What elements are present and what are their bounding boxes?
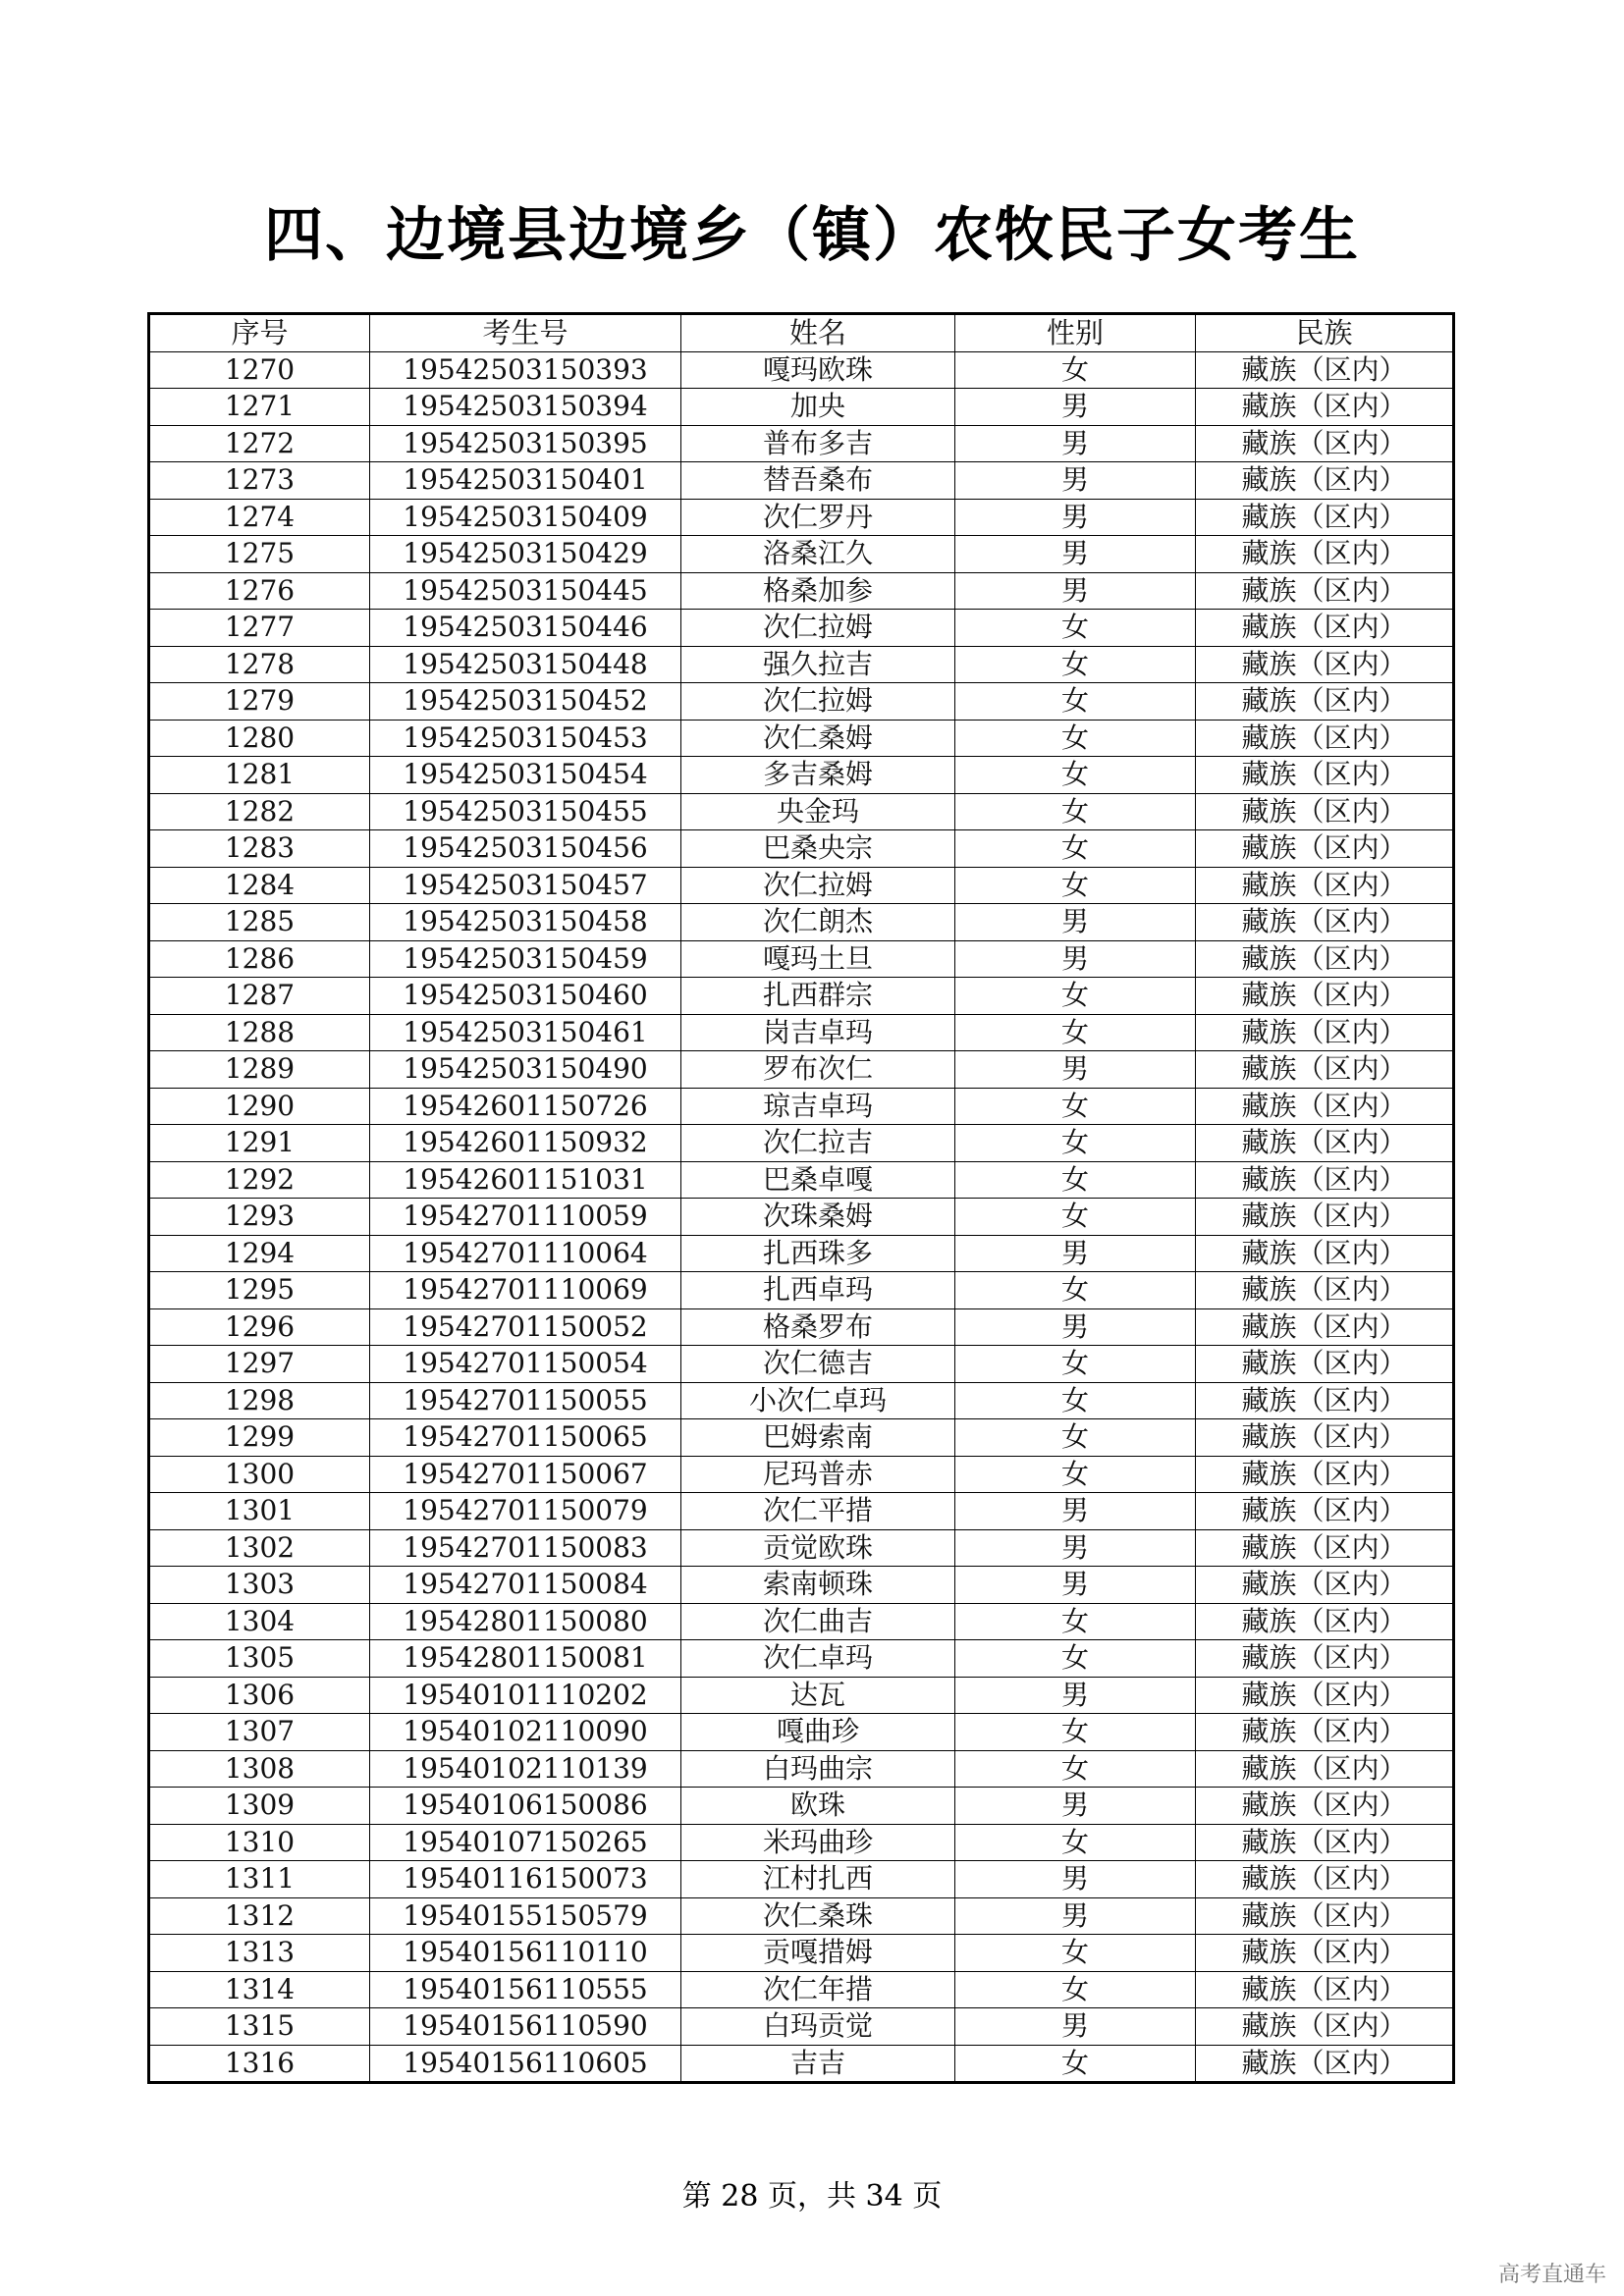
ethnicity-cell: 藏族（区内） xyxy=(1196,1493,1454,1530)
name-cell: 巴桑卓嘎 xyxy=(681,1161,955,1199)
serial-cell: 1278 xyxy=(149,646,370,683)
exam-id-cell: 19542503150448 xyxy=(370,646,681,683)
gender-cell: 男 xyxy=(955,462,1196,500)
gender-cell: 女 xyxy=(955,351,1196,389)
table-row xyxy=(149,2008,1454,2046)
serial-cell: 1307 xyxy=(149,1714,370,1751)
gender-cell: 女 xyxy=(955,1014,1196,1051)
gender-cell: 女 xyxy=(955,1824,1196,1861)
serial-cell: 1295 xyxy=(149,1272,370,1309)
gender-cell: 男 xyxy=(955,499,1196,536)
ethnicity-cell: 藏族（区内） xyxy=(1196,757,1454,794)
serial-cell: 1309 xyxy=(149,1788,370,1825)
gender-cell: 女 xyxy=(955,1419,1196,1457)
ethnicity-cell: 藏族（区内） xyxy=(1196,1971,1454,2008)
gender-cell: 女 xyxy=(955,830,1196,868)
exam-id-cell: 19542503150393 xyxy=(370,351,681,389)
exam-id-cell: 19542503150457 xyxy=(370,867,681,904)
ethnicity-cell: 藏族（区内） xyxy=(1196,1272,1454,1309)
serial-cell: 1292 xyxy=(149,1161,370,1199)
name-cell: 次仁拉姆 xyxy=(681,867,955,904)
ethnicity-cell: 藏族（区内） xyxy=(1196,1382,1454,1419)
ethnicity-cell: 藏族（区内） xyxy=(1196,1419,1454,1457)
gender-cell: 男 xyxy=(955,1493,1196,1530)
exam-id-cell: 19542503150456 xyxy=(370,830,681,868)
name-cell: 普布多吉 xyxy=(681,425,955,462)
table-row xyxy=(149,389,1454,426)
name-cell: 贡嘎措姆 xyxy=(681,1935,955,1972)
name-cell: 次仁平措 xyxy=(681,1493,955,1530)
exam-id-cell: 19540106150086 xyxy=(370,1788,681,1825)
table-row xyxy=(149,1567,1454,1604)
table-row xyxy=(149,940,1454,978)
table-row xyxy=(149,1824,1454,1861)
name-cell: 加央 xyxy=(681,389,955,426)
exam-id-cell: 19542503150445 xyxy=(370,572,681,610)
ethnicity-cell: 藏族（区内） xyxy=(1196,1861,1454,1898)
exam-id-cell: 19542503150490 xyxy=(370,1051,681,1089)
exam-id-cell: 19542701110064 xyxy=(370,1235,681,1272)
gender-cell: 男 xyxy=(955,1529,1196,1567)
exam-id-cell: 19542503150446 xyxy=(370,610,681,647)
header-exam-id: 考生号 xyxy=(370,314,681,352)
table-row xyxy=(149,830,1454,868)
gender-cell: 女 xyxy=(955,1125,1196,1162)
ethnicity-cell: 藏族（区内） xyxy=(1196,389,1454,426)
gender-cell: 男 xyxy=(955,536,1196,573)
table-row xyxy=(149,1346,1454,1383)
table-row xyxy=(149,1272,1454,1309)
exam-id-cell: 19542701110069 xyxy=(370,1272,681,1309)
serial-cell: 1303 xyxy=(149,1567,370,1604)
table-row xyxy=(149,1677,1454,1714)
name-cell: 嘎曲珍 xyxy=(681,1714,955,1751)
serial-cell: 1273 xyxy=(149,462,370,500)
exam-id-cell: 19542503150453 xyxy=(370,720,681,757)
name-cell: 岗吉卓玛 xyxy=(681,1014,955,1051)
name-cell: 次仁桑姆 xyxy=(681,720,955,757)
ethnicity-cell: 藏族（区内） xyxy=(1196,1750,1454,1788)
name-cell: 扎西珠多 xyxy=(681,1235,955,1272)
table-row xyxy=(149,1750,1454,1788)
table-row xyxy=(149,1640,1454,1678)
exam-id-cell: 19542503150395 xyxy=(370,425,681,462)
name-cell: 次仁卓玛 xyxy=(681,1640,955,1678)
serial-cell: 1299 xyxy=(149,1419,370,1457)
ethnicity-cell: 藏族（区内） xyxy=(1196,1788,1454,1825)
serial-cell: 1313 xyxy=(149,1935,370,1972)
name-cell: 扎西卓玛 xyxy=(681,1272,955,1309)
table-row xyxy=(149,1603,1454,1640)
table-row xyxy=(149,536,1454,573)
table-row xyxy=(149,1971,1454,2008)
exam-id-cell: 19540155150579 xyxy=(370,1897,681,1935)
table-row xyxy=(149,462,1454,500)
ethnicity-cell: 藏族（区内） xyxy=(1196,462,1454,500)
serial-cell: 1290 xyxy=(149,1088,370,1125)
name-cell: 米玛曲珍 xyxy=(681,1824,955,1861)
ethnicity-cell: 藏族（区内） xyxy=(1196,720,1454,757)
table-row xyxy=(149,2045,1454,2083)
ethnicity-cell: 藏族（区内） xyxy=(1196,1199,1454,1236)
gender-cell: 男 xyxy=(955,1677,1196,1714)
serial-cell: 1288 xyxy=(149,1014,370,1051)
ethnicity-cell: 藏族（区内） xyxy=(1196,351,1454,389)
table-row xyxy=(149,1714,1454,1751)
exam-id-cell: 19542701150055 xyxy=(370,1382,681,1419)
gender-cell: 女 xyxy=(955,1346,1196,1383)
serial-cell: 1293 xyxy=(149,1199,370,1236)
table-row xyxy=(149,1088,1454,1125)
serial-cell: 1305 xyxy=(149,1640,370,1678)
name-cell: 次仁德吉 xyxy=(681,1346,955,1383)
table-row xyxy=(149,1161,1454,1199)
table-row xyxy=(149,1935,1454,1972)
exam-id-cell: 19540101110202 xyxy=(370,1677,681,1714)
serial-cell: 1271 xyxy=(149,389,370,426)
serial-cell: 1280 xyxy=(149,720,370,757)
gender-cell: 男 xyxy=(955,1235,1196,1272)
ethnicity-cell: 藏族（区内） xyxy=(1196,1125,1454,1162)
exam-id-cell: 19542503150460 xyxy=(370,978,681,1015)
serial-cell: 1276 xyxy=(149,572,370,610)
serial-cell: 1284 xyxy=(149,867,370,904)
name-cell: 替吾桑布 xyxy=(681,462,955,500)
ethnicity-cell: 藏族（区内） xyxy=(1196,1714,1454,1751)
table-row xyxy=(149,572,1454,610)
ethnicity-cell: 藏族（区内） xyxy=(1196,1161,1454,1199)
table-row xyxy=(149,904,1454,941)
serial-cell: 1283 xyxy=(149,830,370,868)
exam-id-cell: 19542601151031 xyxy=(370,1161,681,1199)
serial-cell: 1282 xyxy=(149,793,370,830)
ethnicity-cell: 藏族（区内） xyxy=(1196,683,1454,721)
gender-cell: 男 xyxy=(955,389,1196,426)
name-cell: 次仁桑珠 xyxy=(681,1897,955,1935)
name-cell: 次仁拉吉 xyxy=(681,1125,955,1162)
ethnicity-cell: 藏族（区内） xyxy=(1196,1088,1454,1125)
gender-cell: 女 xyxy=(955,1714,1196,1751)
page-title: 四、边境县边境乡（镇）农牧民子女考生 xyxy=(264,201,1360,270)
gender-cell: 男 xyxy=(955,425,1196,462)
exam-id-cell: 19542503150394 xyxy=(370,389,681,426)
exam-id-cell: 19542503150461 xyxy=(370,1014,681,1051)
name-cell: 巴桑央宗 xyxy=(681,830,955,868)
name-cell: 次仁罗丹 xyxy=(681,499,955,536)
exam-id-cell: 19542503150455 xyxy=(370,793,681,830)
serial-cell: 1296 xyxy=(149,1308,370,1346)
name-cell: 尼玛普赤 xyxy=(681,1456,955,1493)
ethnicity-cell: 藏族（区内） xyxy=(1196,1346,1454,1383)
table-row xyxy=(149,1529,1454,1567)
table-row xyxy=(149,1419,1454,1457)
serial-cell: 1274 xyxy=(149,499,370,536)
name-cell: 贡觉欧珠 xyxy=(681,1529,955,1567)
ethnicity-cell: 藏族（区内） xyxy=(1196,646,1454,683)
serial-cell: 1300 xyxy=(149,1456,370,1493)
exam-id-cell: 19540156110605 xyxy=(370,2045,681,2083)
exam-id-cell: 19540156110555 xyxy=(370,1971,681,2008)
table-row xyxy=(149,1382,1454,1419)
ethnicity-cell: 藏族（区内） xyxy=(1196,610,1454,647)
gender-cell: 女 xyxy=(955,793,1196,830)
serial-cell: 1277 xyxy=(149,610,370,647)
ethnicity-cell: 藏族（区内） xyxy=(1196,793,1454,830)
exam-id-cell: 19542503150459 xyxy=(370,940,681,978)
exam-id-cell: 19542701110059 xyxy=(370,1199,681,1236)
exam-id-cell: 19542801150081 xyxy=(370,1640,681,1678)
ethnicity-cell: 藏族（区内） xyxy=(1196,536,1454,573)
name-cell: 嘎玛欧珠 xyxy=(681,351,955,389)
gender-cell: 女 xyxy=(955,2045,1196,2083)
exam-id-cell: 19542701150084 xyxy=(370,1567,681,1604)
ethnicity-cell: 藏族（区内） xyxy=(1196,1824,1454,1861)
gender-cell: 女 xyxy=(955,1603,1196,1640)
table-body xyxy=(149,351,1454,2083)
name-cell: 小次仁卓玛 xyxy=(681,1382,955,1419)
gender-cell: 男 xyxy=(955,940,1196,978)
table-row xyxy=(149,646,1454,683)
table-row xyxy=(149,499,1454,536)
candidate-table xyxy=(147,312,1455,2084)
serial-cell: 1301 xyxy=(149,1493,370,1530)
name-cell: 罗布次仁 xyxy=(681,1051,955,1089)
table-row xyxy=(149,1788,1454,1825)
table-row xyxy=(149,1051,1454,1089)
serial-cell: 1314 xyxy=(149,1971,370,2008)
serial-cell: 1306 xyxy=(149,1677,370,1714)
ethnicity-cell: 藏族（区内） xyxy=(1196,1235,1454,1272)
name-cell: 次仁拉姆 xyxy=(681,683,955,721)
name-cell: 洛桑江久 xyxy=(681,536,955,573)
exam-id-cell: 19542601150726 xyxy=(370,1088,681,1125)
exam-id-cell: 19540156110110 xyxy=(370,1935,681,1972)
gender-cell: 女 xyxy=(955,1971,1196,2008)
name-cell: 格桑加参 xyxy=(681,572,955,610)
table-row xyxy=(149,978,1454,1015)
table-row xyxy=(149,351,1454,389)
gender-cell: 女 xyxy=(955,1161,1196,1199)
name-cell: 嘎玛土旦 xyxy=(681,940,955,978)
gender-cell: 男 xyxy=(955,1308,1196,1346)
exam-id-cell: 19540107150265 xyxy=(370,1824,681,1861)
exam-id-cell: 19542701150052 xyxy=(370,1308,681,1346)
header-name: 姓名 xyxy=(681,314,955,352)
exam-id-cell: 19542701150065 xyxy=(370,1419,681,1457)
gender-cell: 男 xyxy=(955,1788,1196,1825)
serial-cell: 1287 xyxy=(149,978,370,1015)
serial-cell: 1291 xyxy=(149,1125,370,1162)
gender-cell: 女 xyxy=(955,1750,1196,1788)
exam-id-cell: 19542503150409 xyxy=(370,499,681,536)
ethnicity-cell: 藏族（区内） xyxy=(1196,1935,1454,1972)
gender-cell: 男 xyxy=(955,572,1196,610)
ethnicity-cell: 藏族（区内） xyxy=(1196,830,1454,868)
table-row xyxy=(149,1199,1454,1236)
name-cell: 扎西群宗 xyxy=(681,978,955,1015)
name-cell: 次珠桑姆 xyxy=(681,1199,955,1236)
exam-id-cell: 19540156110590 xyxy=(370,2008,681,2046)
serial-cell: 1279 xyxy=(149,683,370,721)
name-cell: 强久拉吉 xyxy=(681,646,955,683)
gender-cell: 男 xyxy=(955,2008,1196,2046)
serial-cell: 1308 xyxy=(149,1750,370,1788)
serial-cell: 1285 xyxy=(149,904,370,941)
serial-cell: 1270 xyxy=(149,351,370,389)
table-row xyxy=(149,610,1454,647)
header-serial: 序号 xyxy=(149,314,370,352)
table-row xyxy=(149,1456,1454,1493)
serial-cell: 1302 xyxy=(149,1529,370,1567)
ethnicity-cell: 藏族（区内） xyxy=(1196,904,1454,941)
serial-cell: 1298 xyxy=(149,1382,370,1419)
name-cell: 白玛贡觉 xyxy=(681,2008,955,2046)
exam-id-cell: 19542701150054 xyxy=(370,1346,681,1383)
ethnicity-cell: 藏族（区内） xyxy=(1196,2045,1454,2083)
gender-cell: 男 xyxy=(955,1051,1196,1089)
name-cell: 央金玛 xyxy=(681,793,955,830)
serial-cell: 1294 xyxy=(149,1235,370,1272)
header-ethnicity: 民族 xyxy=(1196,314,1454,352)
ethnicity-cell: 藏族（区内） xyxy=(1196,978,1454,1015)
name-cell: 江村扎西 xyxy=(681,1861,955,1898)
serial-cell: 1286 xyxy=(149,940,370,978)
name-cell: 多吉桑姆 xyxy=(681,757,955,794)
exam-id-cell: 19540102110139 xyxy=(370,1750,681,1788)
ethnicity-cell: 藏族（区内） xyxy=(1196,425,1454,462)
table-header-row xyxy=(149,314,1454,352)
watermark: 高考直通车 xyxy=(1497,2263,1606,2287)
gender-cell: 女 xyxy=(955,1272,1196,1309)
table-row xyxy=(149,1861,1454,1898)
serial-cell: 1297 xyxy=(149,1346,370,1383)
exam-id-cell: 19540102110090 xyxy=(370,1714,681,1751)
gender-cell: 女 xyxy=(955,720,1196,757)
gender-cell: 女 xyxy=(955,1088,1196,1125)
ethnicity-cell: 藏族（区内） xyxy=(1196,1677,1454,1714)
name-cell: 达瓦 xyxy=(681,1677,955,1714)
gender-cell: 男 xyxy=(955,904,1196,941)
name-cell: 格桑罗布 xyxy=(681,1308,955,1346)
ethnicity-cell: 藏族（区内） xyxy=(1196,940,1454,978)
exam-id-cell: 19542503150401 xyxy=(370,462,681,500)
gender-cell: 男 xyxy=(955,1861,1196,1898)
table-row xyxy=(149,1897,1454,1935)
exam-id-cell: 19542503150458 xyxy=(370,904,681,941)
serial-cell: 1315 xyxy=(149,2008,370,2046)
serial-cell: 1289 xyxy=(149,1051,370,1089)
table-row xyxy=(149,1014,1454,1051)
exam-id-cell: 19542801150080 xyxy=(370,1603,681,1640)
exam-id-cell: 19542701150067 xyxy=(370,1456,681,1493)
gender-cell: 女 xyxy=(955,1382,1196,1419)
ethnicity-cell: 藏族（区内） xyxy=(1196,2008,1454,2046)
serial-cell: 1304 xyxy=(149,1603,370,1640)
gender-cell: 女 xyxy=(955,1935,1196,1972)
exam-id-cell: 19542503150454 xyxy=(370,757,681,794)
name-cell: 白玛曲宗 xyxy=(681,1750,955,1788)
table-row xyxy=(149,683,1454,721)
exam-id-cell: 19542701150079 xyxy=(370,1493,681,1530)
serial-cell: 1310 xyxy=(149,1824,370,1861)
serial-cell: 1316 xyxy=(149,2045,370,2083)
ethnicity-cell: 藏族（区内） xyxy=(1196,499,1454,536)
ethnicity-cell: 藏族（区内） xyxy=(1196,1014,1454,1051)
name-cell: 次仁年措 xyxy=(681,1971,955,2008)
ethnicity-cell: 藏族（区内） xyxy=(1196,572,1454,610)
name-cell: 次仁拉姆 xyxy=(681,610,955,647)
table-row xyxy=(149,793,1454,830)
ethnicity-cell: 藏族（区内） xyxy=(1196,1456,1454,1493)
exam-id-cell: 19542701150083 xyxy=(370,1529,681,1567)
exam-id-cell: 19542601150932 xyxy=(370,1125,681,1162)
gender-cell: 女 xyxy=(955,1456,1196,1493)
gender-cell: 女 xyxy=(955,610,1196,647)
table-row xyxy=(149,1125,1454,1162)
ethnicity-cell: 藏族（区内） xyxy=(1196,1603,1454,1640)
gender-cell: 女 xyxy=(955,978,1196,1015)
table-row xyxy=(149,425,1454,462)
ethnicity-cell: 藏族（区内） xyxy=(1196,1051,1454,1089)
name-cell: 欧珠 xyxy=(681,1788,955,1825)
table-row xyxy=(149,720,1454,757)
serial-cell: 1312 xyxy=(149,1897,370,1935)
name-cell: 次仁朗杰 xyxy=(681,904,955,941)
ethnicity-cell: 藏族（区内） xyxy=(1196,1308,1454,1346)
name-cell: 巴姆索南 xyxy=(681,1419,955,1457)
exam-id-cell: 19540116150073 xyxy=(370,1861,681,1898)
gender-cell: 女 xyxy=(955,1640,1196,1678)
name-cell: 次仁曲吉 xyxy=(681,1603,955,1640)
gender-cell: 女 xyxy=(955,757,1196,794)
serial-cell: 1272 xyxy=(149,425,370,462)
page-number: 第 28 页，共 34 页 xyxy=(681,2179,943,2214)
ethnicity-cell: 藏族（区内） xyxy=(1196,867,1454,904)
ethnicity-cell: 藏族（区内） xyxy=(1196,1567,1454,1604)
serial-cell: 1281 xyxy=(149,757,370,794)
name-cell: 吉吉 xyxy=(681,2045,955,2083)
serial-cell: 1311 xyxy=(149,1861,370,1898)
exam-id-cell: 19542503150452 xyxy=(370,683,681,721)
gender-cell: 女 xyxy=(955,1199,1196,1236)
table-row xyxy=(149,1235,1454,1272)
gender-cell: 男 xyxy=(955,1897,1196,1935)
table-row xyxy=(149,1493,1454,1530)
table-row xyxy=(149,867,1454,904)
serial-cell: 1275 xyxy=(149,536,370,573)
header-gender: 性别 xyxy=(955,314,1196,352)
gender-cell: 女 xyxy=(955,683,1196,721)
ethnicity-cell: 藏族（区内） xyxy=(1196,1529,1454,1567)
table-row xyxy=(149,1308,1454,1346)
name-cell: 琼吉卓玛 xyxy=(681,1088,955,1125)
table-row xyxy=(149,757,1454,794)
gender-cell: 男 xyxy=(955,1567,1196,1604)
name-cell: 索南顿珠 xyxy=(681,1567,955,1604)
ethnicity-cell: 藏族（区内） xyxy=(1196,1640,1454,1678)
gender-cell: 女 xyxy=(955,867,1196,904)
ethnicity-cell: 藏族（区内） xyxy=(1196,1897,1454,1935)
gender-cell: 女 xyxy=(955,646,1196,683)
exam-id-cell: 19542503150429 xyxy=(370,536,681,573)
